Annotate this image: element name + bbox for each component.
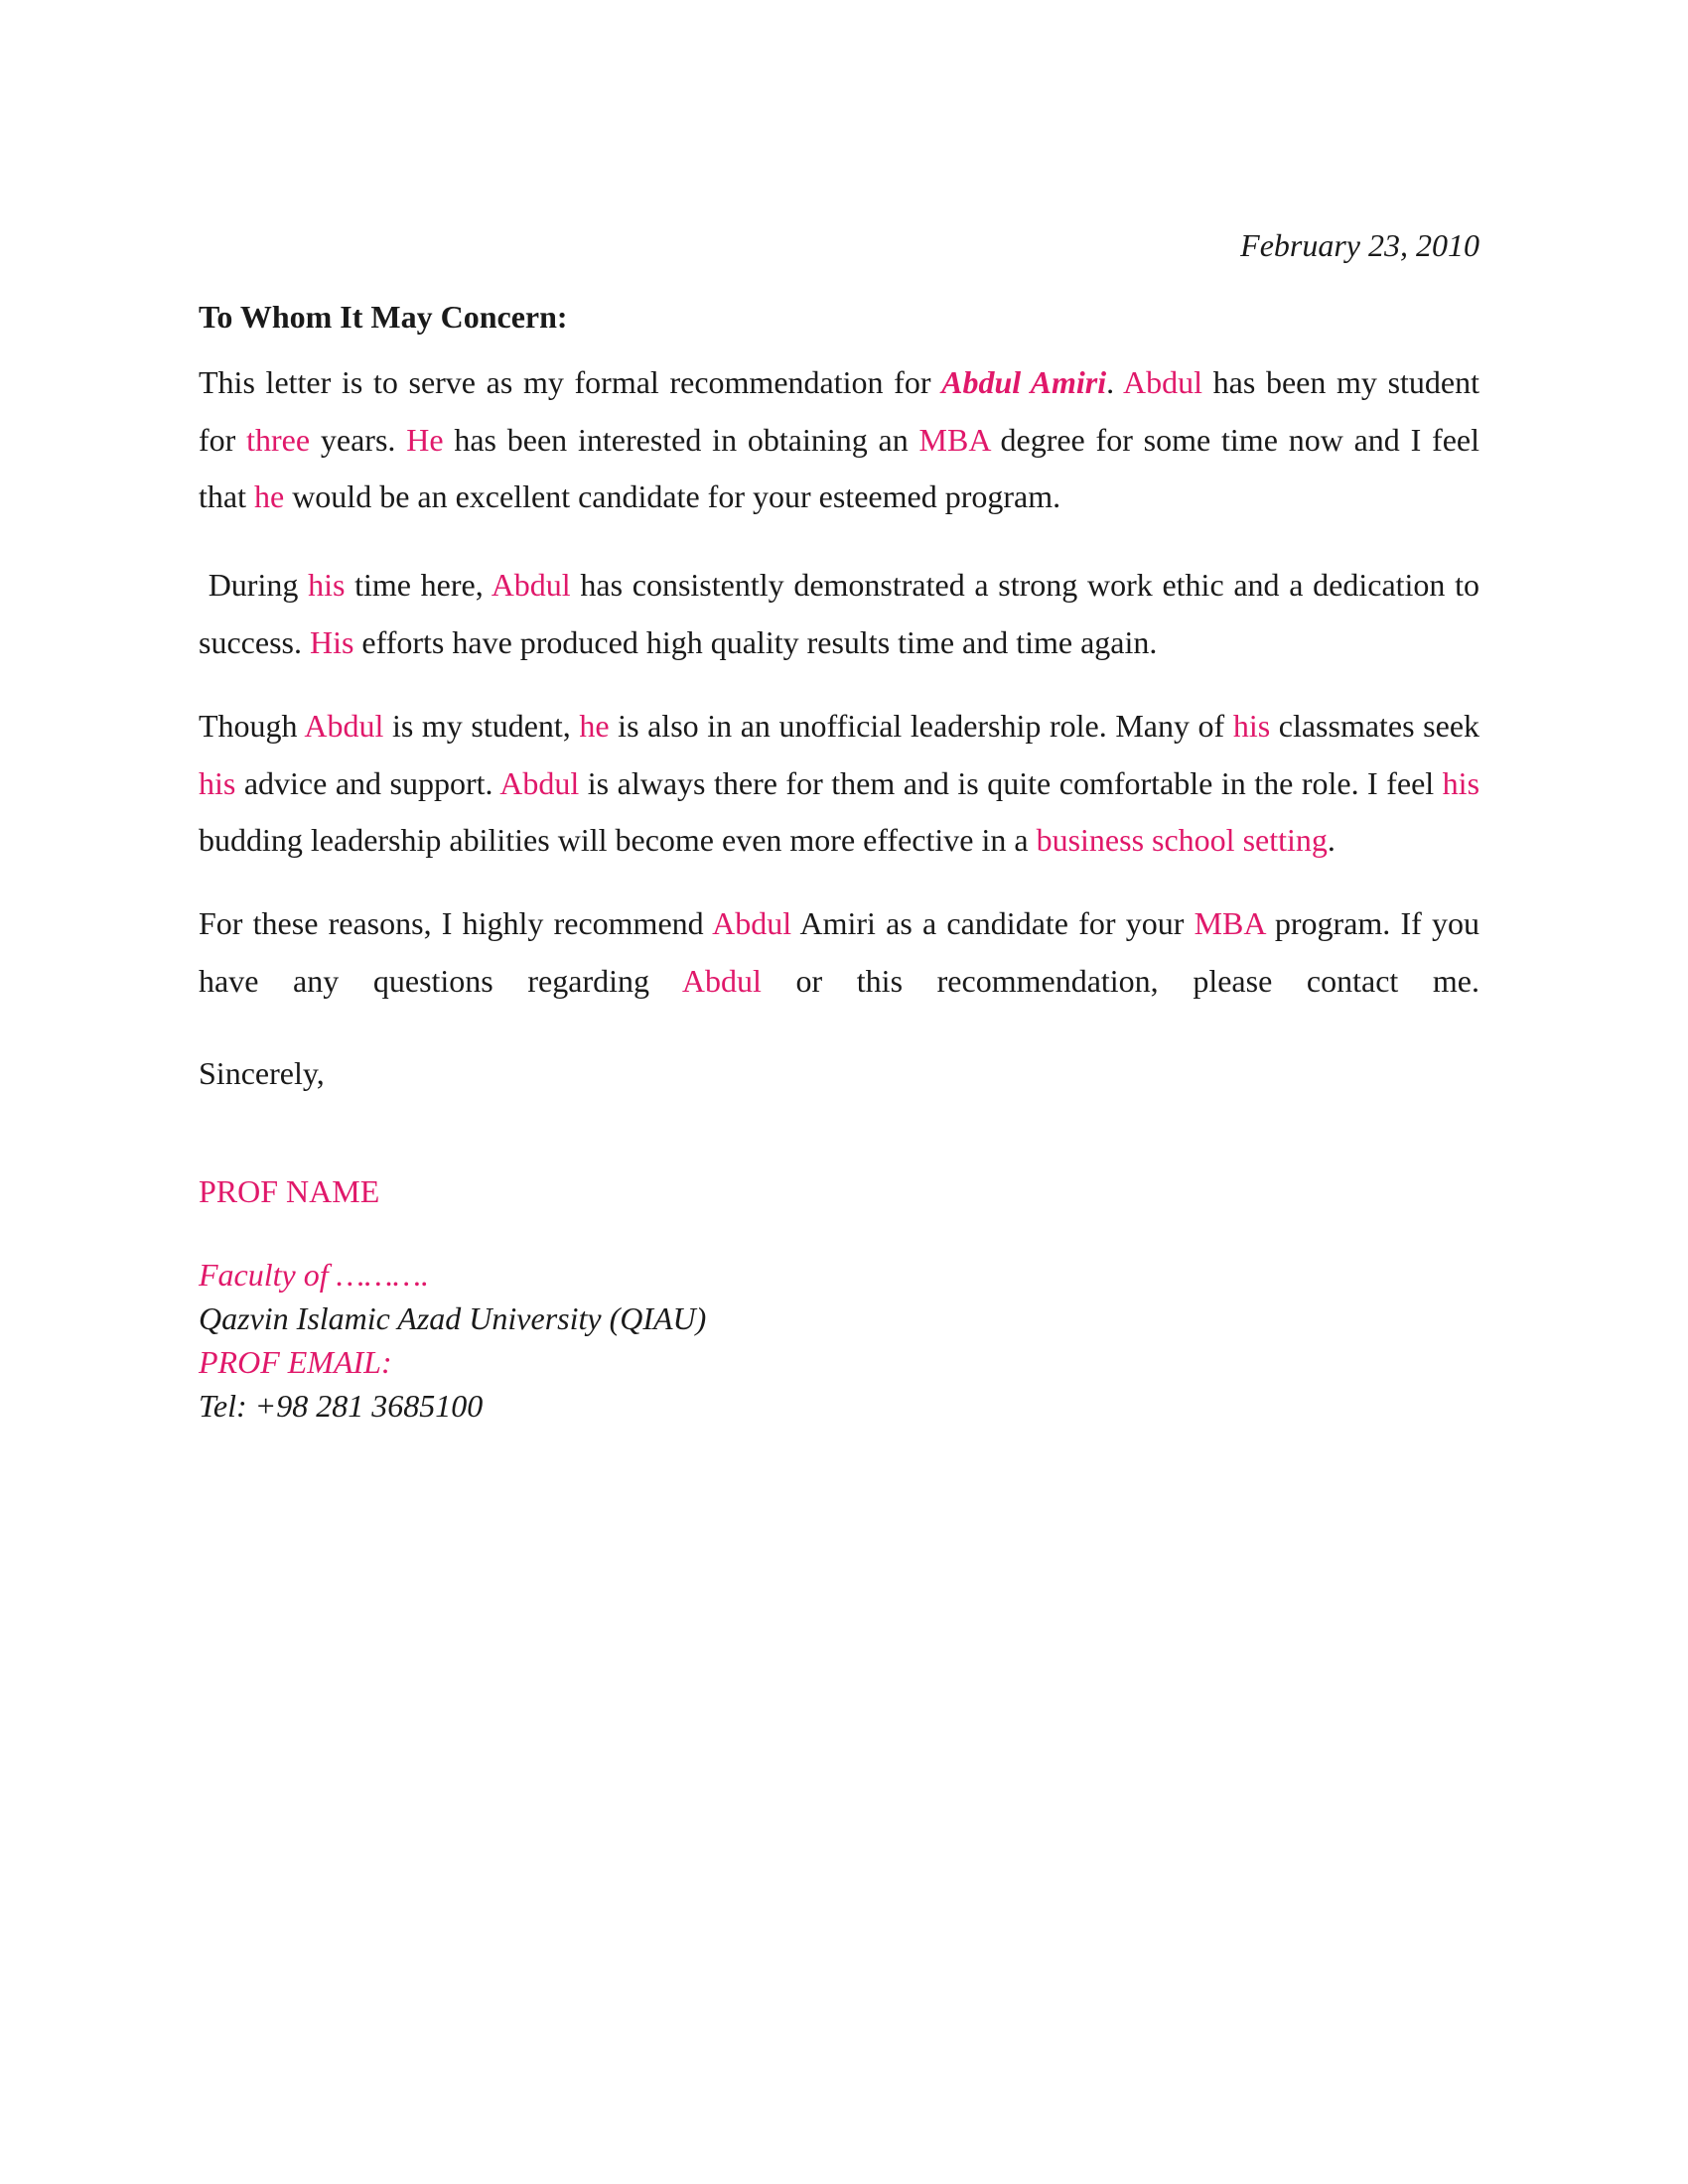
text: or this recommendation, please contact me. [761,962,1480,999]
email-line: PROF EMAIL: [199,1344,392,1380]
signer-name: PROF NAME [199,1173,380,1209]
school-setting: business school setting [1036,822,1328,858]
text: . [1327,822,1336,858]
paragraph-leadership [199,698,1479,870]
candidate-name: Abdul [499,764,580,801]
degree-name: MBA [918,421,990,458]
candidate-name: Abdul [712,905,792,941]
text: has been interested in obtaining an [443,421,919,458]
years-count: three [246,421,311,458]
text: budding leadership abilities will become even more effective in a [199,822,1037,858]
text: is also in an unofficial leadership role. Many of [609,708,1233,744]
signature-block [199,1253,706,1428]
candidate-name: Abdul [491,567,571,603]
text: During [199,567,309,603]
text: is always there for them and is quite comfortable in the role. I feel [579,764,1443,801]
text: time here, [345,567,492,603]
pronoun: he [253,478,285,514]
paragraph-conclusion [199,895,1479,1010]
text: degree for some time now and I feel that [199,421,1480,514]
pronoun: his [308,567,346,603]
text: is my student, [383,708,580,744]
pronoun: His [309,623,354,660]
text: years. [310,421,407,458]
text: classmates seek [1270,708,1480,744]
letter-page [199,0,1479,2184]
pronoun: his [1232,708,1271,744]
text: advice and support. [235,764,500,801]
pronoun: he [579,708,610,744]
text: This letter is to serve as my formal recommendation for [199,364,942,400]
candidate-name: Abdul [304,708,384,744]
text: would be an excellent candidate for your esteemed program. [284,478,1061,514]
university-line: Qazvin Islamic Azad University (QIAU) [199,1300,707,1336]
candidate-full-name: Abdul Amiri [941,364,1107,400]
degree-name: MBA [1194,905,1265,941]
text: . [1106,364,1123,400]
pronoun: his [1442,764,1480,801]
pronoun: He [406,421,444,458]
candidate-name: Abdul [681,962,762,999]
text: program. If you have any questions regarding [199,905,1480,999]
pronoun: his [199,764,236,801]
text: has consistently demonstrated a strong work ethic and a dedication to success. [199,567,1480,660]
text: Though [199,708,305,744]
closing: Sincerely, [199,1055,325,1091]
text: Amiri as a candidate for your [791,905,1195,941]
text: has been my student for [199,364,1479,458]
phone-line: Tel: +98 281 3685100 [199,1388,484,1424]
text: efforts have produced high quality results time and time again. [353,623,1158,660]
text: For these reasons, I highly recommend [199,905,713,941]
salutation: To Whom It May Concern: [199,299,568,335]
paragraph-intro [199,354,1479,526]
candidate-name: Abdul [1122,364,1202,400]
faculty-line: Faculty of ………. [199,1257,429,1293]
paragraph-work-ethic [199,557,1479,671]
letter-date: February 23, 2010 [1240,227,1479,263]
